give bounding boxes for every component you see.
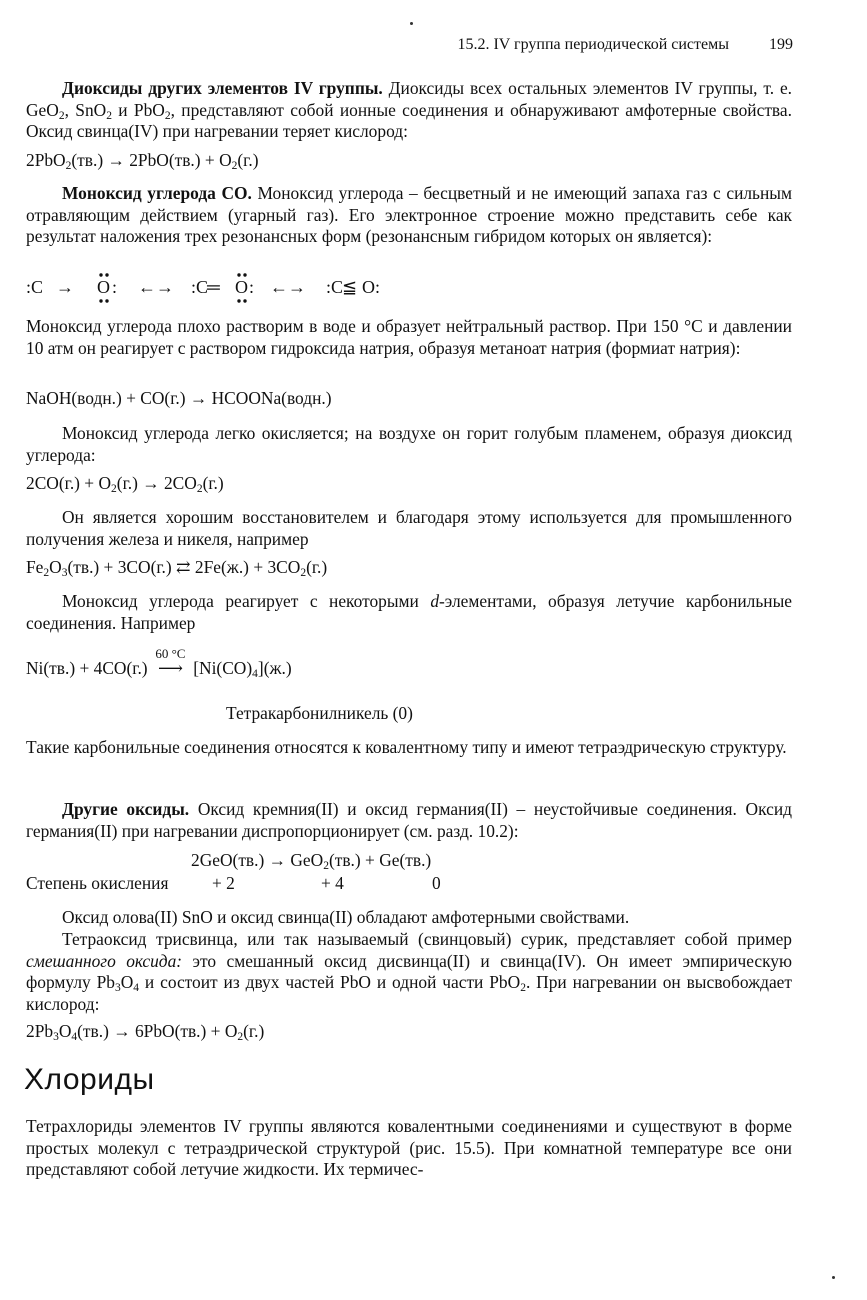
chlorides-paragraph: Тетрахлориды элементов IV группы являются ковалентными соединениями и существуют в форме простых молекул с тетраэдрической структурой (рис. 15.5). При комнатной температуре все они представляют собой летучие жидкости. Их термичес- bbox=[26, 1116, 792, 1179]
oxidation-paragraph: Моноксид углерода легко окисляется; на воздухе он горит голубым пламенем, образуя диоксид углерода: bbox=[26, 423, 792, 465]
reaction-arrow-60c: 60 °C ⟶ bbox=[155, 646, 186, 678]
equation-iron-reduction: $Fe_2O_3(тв.) + 3CO(г.)$ ⇄ $2Fe(ж.) + 3CO_2(г.)$ bbox=[26, 557, 328, 579]
resonance-c3: :C bbox=[326, 277, 344, 297]
equation-naoh: NaOH(водн.) + CO(г.) → HCOONa(водн.) bbox=[26, 388, 332, 408]
dioxides-paragraph: Диоксиды других элементов IV группы. Диоксиды всех остальных элементов IV группы, т. е. GeO$_2$, SnO$_2$ и PbO$_2$, представляют собой ионные соединения и обнаруживают амфотерные свойства. Оксид свинца(IV) при нагревании теряет кислород: bbox=[26, 78, 793, 141]
resonance-c1: :C bbox=[26, 277, 44, 297]
svg-text::: : bbox=[112, 277, 118, 297]
running-title: 15.2. IV группа периодической системы bbox=[457, 36, 729, 53]
sno-paragraph: Оксид олова(II) SnO и оксид свинца(II) обладают амфотерными свойствами. bbox=[62, 907, 630, 927]
equation-co-burning: $2CO(г.) + O_2(г.) \to 2CO_2(г.)$ bbox=[26, 473, 224, 495]
equation-nickel-carbonyl: Ni(тв.) + 4CO(г.) 60 °C ⟶ $[Ni(CO)_4](ж.)$ bbox=[26, 646, 292, 680]
chlorides-heading: Хлориды bbox=[24, 1063, 155, 1096]
scan-speck bbox=[832, 1276, 835, 1279]
page-number: 199 bbox=[769, 36, 793, 53]
carbonyl-paragraph: Моноксид углерода реагирует с некоторыми d-элементами, образуя летучие карбонильные соединения. Например bbox=[26, 591, 792, 633]
dioxides-title: Диоксиды других элементов IV группы. bbox=[62, 78, 383, 98]
resonance-structures bbox=[26, 268, 426, 310]
monoxide-paragraph: Моноксид углерода CO. Моноксид углерода – бесцветный и не имеющий запаха газ с сильным отравляющим действием (угарный газ). Его электронное строение можно представить себе как результат наложения трех резонансных форм (резонансным гибридом которых он является): bbox=[26, 183, 792, 246]
resonance-o2: O bbox=[235, 277, 248, 297]
reducer-paragraph: Он является хорошим восстановителем и благодаря этому используется для промышленного получения железа и никеля, например bbox=[26, 507, 792, 549]
oxidation-state-2: + 4 bbox=[321, 873, 344, 893]
svg-text::: : bbox=[249, 277, 255, 297]
nickel-carbonyl-name: Тетракарбонилникель (0) bbox=[226, 703, 413, 723]
resonance-o3: O: bbox=[362, 277, 380, 297]
oxidation-state-1: + 2 bbox=[212, 873, 235, 893]
running-header bbox=[457, 36, 793, 54]
resonance-triple-bond: ≦ bbox=[342, 277, 358, 297]
resonance-dbl-arrow-1: ←→ bbox=[138, 277, 174, 297]
monoxide-title: Моноксид углерода CO. bbox=[62, 183, 252, 203]
other-oxides-title: Другие оксиды. bbox=[62, 799, 190, 819]
other-oxides-paragraph: Другие оксиды. Оксид кремния(II) и оксид германия(II) – неустойчивые соединения. Оксид германия(II) при нагревании диспропорционирует (см. разд. 10.2): bbox=[26, 799, 792, 841]
resonance-c2: :C bbox=[191, 277, 209, 297]
solubility-paragraph: Моноксид углерода плохо растворим в воде и образует нейтральный раствор. При 150 °C и давлении 10 атм он реагирует с раствором гидроксида натрия, образуя метаноат натрия (формиат натрия): bbox=[26, 316, 792, 358]
resonance-arrow-1: → bbox=[56, 277, 74, 297]
oxidation-state-label: Степень окисления bbox=[26, 873, 169, 893]
lead-oxide-paragraph: Тетраоксид трисвинца, или так называемый (свинцовый) сурик, представляет собой пример смешанного оксида: это смешанный оксид дисвинца(II) и свинца(IV). Он имеет эмпирическую формулу $Pb_3O_4$ и состоит из двух частей PbO и одной части PbO$_2$. При нагревании он высвобождает кислород: bbox=[26, 929, 792, 1014]
oxidation-state-3: 0 bbox=[432, 873, 441, 893]
scan-speck bbox=[410, 22, 413, 25]
covalent-paragraph: Такие карбонильные соединения относятся к ковалентному типу и имеют тетраэдрическую структуру. bbox=[26, 737, 787, 757]
equation-geo-disproportionation: 2GeO(тв.) → GeO$_2$(тв.) + Ge(тв.) bbox=[191, 850, 432, 872]
equation-pb3o4-decomposition: $2Pb_3O_4(тв.) \to 6PbO(тв.) + O_2(г.)$ bbox=[26, 1021, 265, 1043]
resonance-double-bond: ═ bbox=[207, 277, 220, 297]
resonance-o1: O bbox=[97, 277, 110, 297]
resonance-dbl-arrow-2: ←→ bbox=[270, 277, 306, 297]
equation-pbo2-decomposition: $2PbO_2(тв.) \to 2PbO(тв.) + O_2(г.)$ bbox=[26, 150, 259, 172]
